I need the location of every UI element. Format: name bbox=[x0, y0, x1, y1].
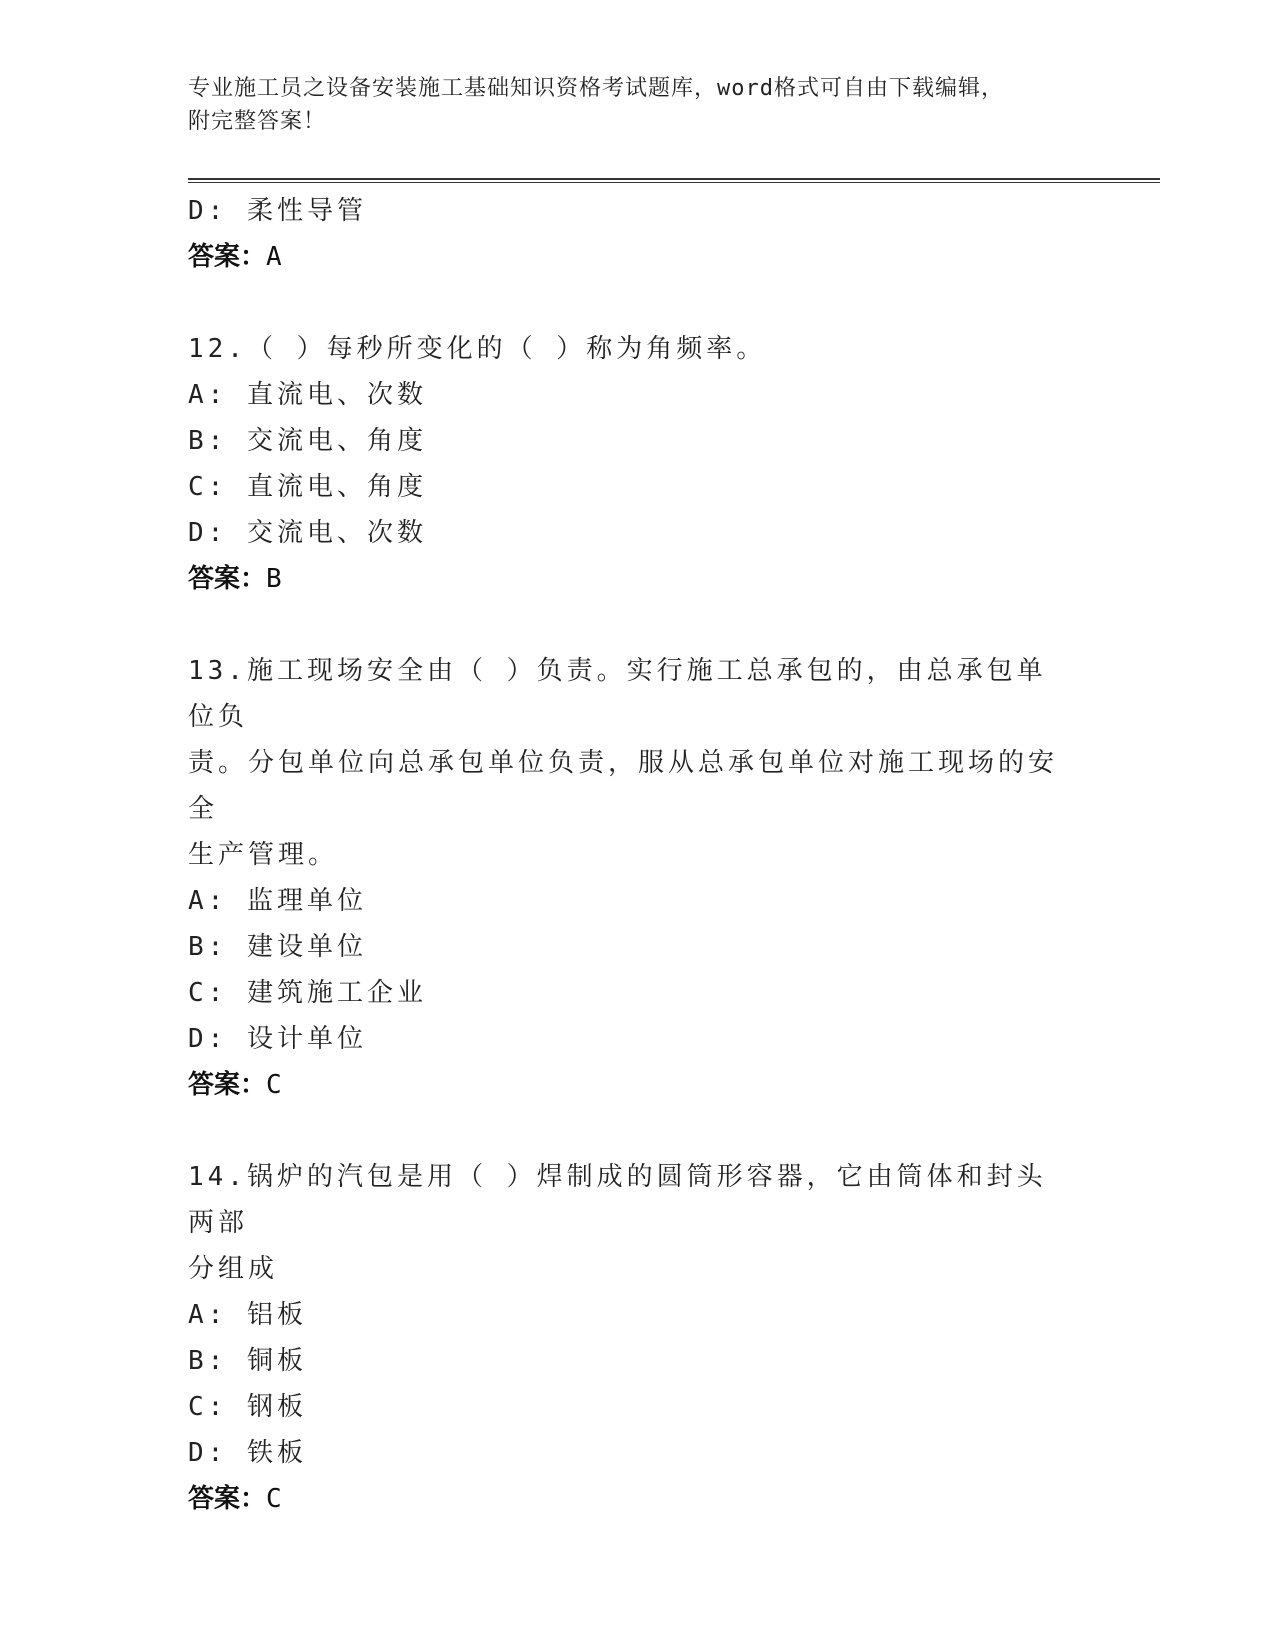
answer-label: 答案： bbox=[188, 1070, 267, 1100]
question-stem-line: 14.锅炉的汽包是用（ ）焊制成的圆筒形容器，它由筒体和封头两部 bbox=[188, 1162, 1047, 1238]
spacer bbox=[188, 280, 1068, 326]
answer-label: 答案： bbox=[188, 242, 267, 272]
question-stem-line: 12.（ ）每秒所变化的（ ）称为角频率。 bbox=[188, 334, 767, 364]
spacer bbox=[188, 602, 1068, 648]
option-d: D: 交流电、次数 bbox=[188, 518, 427, 548]
option-d: D: 铁板 bbox=[188, 1438, 307, 1468]
option-b: B: 建设单位 bbox=[188, 932, 367, 962]
option-d: D: 柔性导管 bbox=[188, 196, 367, 226]
answer-value: A bbox=[266, 242, 282, 272]
header-divider bbox=[188, 178, 1160, 183]
answer-value: B bbox=[266, 564, 282, 594]
question-13 bbox=[188, 648, 1068, 1108]
answer-label: 答案： bbox=[188, 564, 267, 594]
question-stem-line: 13.施工现场安全由（ ）负责。实行施工总承包的，由总承包单位负 bbox=[188, 656, 1047, 732]
header-title-line-1: 专业施工员之设备安装施工基础知识资格考试题库，word格式可自由下载编辑， bbox=[188, 76, 1004, 101]
header-title-line-2: 附完整答案！ bbox=[188, 109, 327, 134]
option-a: A: 监理单位 bbox=[188, 886, 367, 916]
answer-value: C bbox=[266, 1070, 282, 1100]
question-12 bbox=[188, 326, 1068, 602]
question-content bbox=[188, 188, 1068, 1522]
answer-line bbox=[188, 234, 1068, 280]
spacer bbox=[188, 1108, 1068, 1154]
option-c: C: 建筑施工企业 bbox=[188, 978, 427, 1008]
option-b: B: 交流电、角度 bbox=[188, 426, 427, 456]
question-stem-line: 生产管理。 bbox=[188, 840, 339, 870]
option-a: A: 铝板 bbox=[188, 1300, 307, 1330]
answer-line bbox=[188, 556, 1068, 602]
answer-line bbox=[188, 1062, 1068, 1108]
question-stem-line: 分组成 bbox=[188, 1254, 279, 1284]
question-14 bbox=[188, 1154, 1068, 1522]
option-c: C: 钢板 bbox=[188, 1392, 307, 1422]
answer-value: C bbox=[266, 1484, 282, 1514]
option-c: C: 直流电、角度 bbox=[188, 472, 427, 502]
question-stem-line: 责。分包单位向总承包单位负责，服从总承包单位对施工现场的安全 bbox=[188, 748, 1059, 824]
document-header bbox=[188, 72, 1068, 138]
option-d: D: 设计单位 bbox=[188, 1024, 367, 1054]
answer-label: 答案： bbox=[188, 1484, 267, 1514]
option-b: B: 铜板 bbox=[188, 1346, 307, 1376]
option-a: A: 直流电、次数 bbox=[188, 380, 427, 410]
answer-line bbox=[188, 1476, 1068, 1522]
prev-question-block bbox=[188, 188, 1068, 280]
